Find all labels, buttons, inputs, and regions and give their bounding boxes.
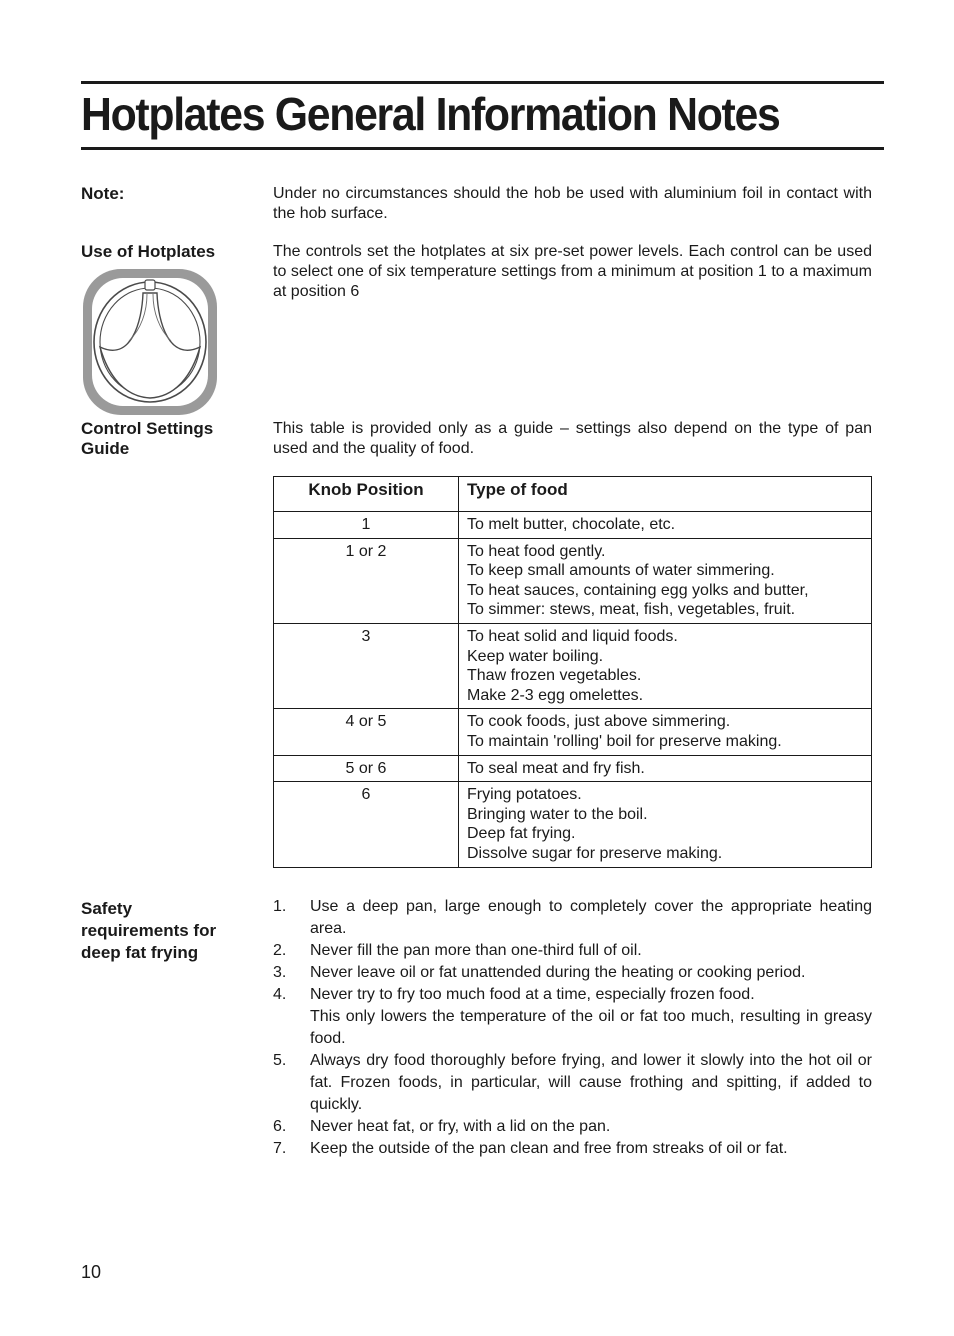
list-number: 3. <box>273 964 287 981</box>
list-text: Always dry food thoroughly before frying, and lower it slowly into the hot oil or fat. Frozen foods, in particular, will cause frothing and spitting, if added to quickly. <box>310 1052 872 1113</box>
list-item <box>273 962 872 984</box>
food-line: To cook foods, just above simmering. <box>467 713 731 731</box>
food-line: To keep small amounts of water simmering. <box>467 562 775 580</box>
food-line: To heat food gently. <box>467 542 606 560</box>
list-number: 1. <box>273 898 287 915</box>
table-header-row <box>274 477 872 512</box>
list-item <box>273 1138 872 1160</box>
knob-position-cell: 4 or 5 <box>274 709 459 755</box>
list-text: Keep the outside of the pan clean and free from streaks of oil or fat. <box>310 1140 788 1157</box>
list-text: Use a deep pan, large enough to completely cover the appropriate heating area. <box>310 898 872 937</box>
food-line: Thaw frozen vegetables. <box>467 667 642 685</box>
food-line: Frying potatoes. <box>467 786 582 804</box>
food-line: Deep fat frying. <box>467 825 576 843</box>
food-line: To heat sauces, containing egg yolks and butter, <box>467 581 809 599</box>
list-text: Never fill the pan more than one-third full of oil. <box>310 942 642 959</box>
food-line: To melt butter, chocolate, etc. <box>467 516 676 533</box>
use-of-hotplates-label: Use of Hotplates <box>81 242 216 261</box>
list-number: 2. <box>273 942 287 959</box>
food-cell <box>459 538 872 623</box>
knob-position-cell: 6 <box>274 782 459 867</box>
food-line: Keep water boiling. <box>467 647 604 665</box>
header-type-of-food: Type of food <box>459 477 872 512</box>
list-text: This only lowers the temperature of the oil or fat too much, resulting in greasy food. <box>310 1008 872 1047</box>
safety-list <box>273 896 872 1160</box>
list-number: 4. <box>273 986 287 1003</box>
note-label: Note: <box>81 184 125 203</box>
table-row <box>274 782 872 867</box>
food-line: To heat solid and liquid foods. <box>467 627 678 645</box>
table-row <box>274 755 872 782</box>
food-cell <box>459 709 872 755</box>
food-line: Bringing water to the boil. <box>467 805 648 823</box>
list-number: 5. <box>273 1052 287 1069</box>
food-cell <box>459 512 872 539</box>
note-text: Under no circumstances should the hob be used with aluminium foil in contact with the hob surface. <box>273 185 872 222</box>
use-of-hotplates-text: The controls set the hotplates at six pre-set power levels. Each control can be used to select one of six temperature settings from a minimum at position 1 to a maximum at position 6 <box>273 243 872 300</box>
list-text: Never try to fry too much food at a time, especially frozen food. <box>310 986 755 1003</box>
list-text: Never leave oil or fat unattended during the heating or cooking period. <box>310 964 806 981</box>
safety-label: Safety requirements for deep fat frying <box>81 899 217 962</box>
list-number: 6. <box>273 1118 287 1135</box>
header-knob-position: Knob Position <box>274 477 459 512</box>
list-item <box>273 896 872 940</box>
list-item <box>273 940 872 962</box>
food-cell <box>459 755 872 782</box>
knob-position-cell: 3 <box>274 623 459 708</box>
table-row <box>274 538 872 623</box>
food-line: To seal meat and fry fish. <box>467 759 645 777</box>
food-line: Dissolve sugar for preserve making. <box>467 844 723 862</box>
control-settings-table <box>273 476 872 868</box>
food-line: To simmer: stews, meat, fish, vegetables, fruit. <box>467 601 796 619</box>
table-row <box>274 709 872 755</box>
table-row <box>274 512 872 539</box>
food-cell <box>459 623 872 708</box>
list-text: Never heat fat, or fry, with a lid on the pan. <box>310 1118 611 1135</box>
control-knob-icon <box>81 267 219 417</box>
food-cell <box>459 782 872 867</box>
knob-position-cell: 1 or 2 <box>274 538 459 623</box>
list-item <box>273 1050 872 1116</box>
food-line: To maintain 'rolling' boil for preserve making. <box>467 732 782 750</box>
control-settings-label: Control Settings Guide <box>81 419 214 458</box>
list-number: 7. <box>273 1140 287 1157</box>
control-settings-text: This table is provided only as a guide – settings also depend on the type of pan used and the quality of food. <box>273 420 872 457</box>
knob-position-cell: 1 <box>274 512 459 539</box>
list-item <box>273 1116 872 1138</box>
page-title: Hotplates General Information Notes <box>81 88 780 140</box>
page-number: 10 <box>81 1262 102 1282</box>
knob-position-cell: 5 or 6 <box>274 755 459 782</box>
list-item <box>273 984 872 1050</box>
title-rule-bottom <box>81 147 884 150</box>
food-line: Make 2-3 egg omelettes. <box>467 686 644 704</box>
table-row <box>274 623 872 708</box>
